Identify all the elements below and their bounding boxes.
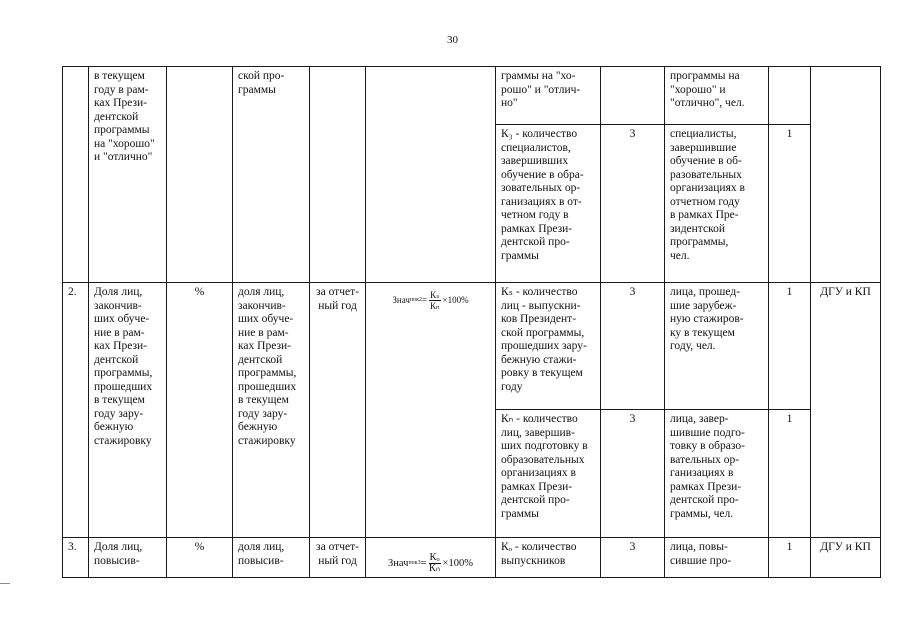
collection-method-code — [769, 538, 811, 578]
indicator-table — [62, 66, 881, 578]
indicator-definition-text: доля лиц, повысив- — [238, 541, 285, 567]
time-period — [310, 283, 366, 538]
data-source-code-text: 3 — [629, 128, 636, 140]
responsible-body — [811, 67, 881, 283]
time-period-text: за отчет- ный год — [316, 286, 359, 312]
table-row — [63, 67, 881, 125]
margin-mark — [0, 583, 10, 584]
data-source-code — [601, 283, 665, 410]
collection-method-code-text: 1 — [786, 286, 793, 298]
responsible-body — [811, 283, 881, 538]
data-source-code — [601, 125, 665, 283]
base-variable — [496, 67, 601, 125]
responsible-body — [811, 538, 881, 578]
responsible-body-text: ДГУ и КП — [820, 541, 871, 553]
row-number-text: 2. — [68, 286, 77, 298]
collection-method-code-text: 1 — [786, 128, 793, 140]
observation-unit-text: лица, повы- сившие про- — [670, 541, 732, 567]
formula-numerator: Кₒ — [429, 552, 440, 563]
observation-unit-text: программы на "хорошо" и "отлично", чел. — [670, 70, 745, 109]
base-variable-text: Кₒ - количество выпускников — [501, 541, 577, 567]
data-source-code-text: 3 — [629, 413, 636, 425]
formula-tail: ×100% — [442, 557, 473, 569]
formula — [371, 553, 490, 574]
collection-method-code-text: 1 — [786, 541, 793, 553]
formula-denominator: Кₙ — [428, 563, 441, 574]
data-source-code-text: 3 — [629, 541, 636, 553]
formula-lhs: Знач — [392, 294, 410, 305]
observation-unit-text: специалисты, завершившие обучение в об- разовательных организациях в отчетном году в рамках Пре- зидентской программы, чел. — [670, 128, 745, 262]
collection-method-code — [769, 283, 811, 410]
time-period-text: за отчет- ный год — [316, 541, 359, 567]
indicator-name-text: в текущем году в рам- ках Прези- дентской программы на "хорошо" и "отлично" — [94, 70, 155, 163]
row-number — [63, 67, 89, 283]
base-variable-text: Кₛ - количество лиц - выпускни- ков Президент- ской программы, прошедших зару- бежную стажи- ровку в текущем году — [501, 286, 587, 393]
formula-fraction — [429, 553, 441, 574]
indicator-definition-text: доля лиц, закончив- ших обуче- ние в рам- ках Прези- дентской программы, прошедших в текущем году зару- бежную стажировку — [238, 286, 297, 447]
base-variable — [496, 538, 601, 578]
observation-unit-text: лица, прошед- шие зарубеж- ную стажиров- ку в текущем году, чел. — [670, 286, 744, 352]
collection-method-code — [769, 67, 811, 125]
indicator-name-text: Доля лиц, повысив- — [94, 541, 143, 567]
base-variable — [496, 283, 601, 410]
formula-subscript: пок3 — [408, 559, 421, 566]
formula — [371, 290, 490, 311]
indicator-definition-text: ской про- граммы — [238, 70, 285, 96]
base-variable — [496, 125, 601, 283]
collection-method-code — [769, 410, 811, 538]
observation-unit-text: лица, завер- шившие подго- товку в образо- вательных ор- ганизациях в рамках Прези- дентской про- граммы, чел. — [670, 413, 745, 520]
indicator-name — [89, 538, 167, 578]
observation-unit — [665, 410, 769, 538]
time-period — [310, 67, 366, 283]
responsible-body-text: ДГУ и КП — [820, 286, 871, 298]
time-period — [310, 538, 366, 578]
indicator-unit — [167, 283, 233, 538]
page-number: 30 — [447, 34, 458, 46]
observation-unit — [665, 538, 769, 578]
data-source-code — [601, 538, 665, 578]
indicator-definition — [233, 538, 310, 578]
row-number-text: 3. — [68, 541, 77, 553]
formula-equals: = — [420, 557, 427, 569]
indicator-definition — [233, 67, 310, 283]
data-source-code — [601, 410, 665, 538]
formula-fraction — [429, 290, 440, 311]
row-number — [63, 538, 89, 578]
indicator-unit-text: % — [194, 541, 205, 553]
calculation-formula — [366, 538, 496, 578]
base-variable-text: Кₙ - количество лиц, завершив- ших подготовку в образовательных организациях в рамках Прези- дентской про- граммы — [501, 413, 588, 520]
formula-numerator: Кₛ — [430, 290, 440, 300]
indicator-name — [89, 283, 167, 538]
collection-method-code-text: 1 — [786, 413, 793, 425]
calculation-formula — [366, 67, 496, 283]
row-number — [63, 283, 89, 538]
indicator-name-text: Доля лиц, закончив- ших обуче- ние в рам- ках Прези- дентской программы, прошедших в текущем году зару- бежную стажировку — [94, 286, 153, 447]
indicator-definition — [233, 283, 310, 538]
table-row — [63, 538, 881, 578]
formula-tail: ×100% — [442, 294, 469, 305]
indicator-name — [89, 67, 167, 283]
data-source-code-text: 3 — [629, 286, 636, 298]
base-variable-text: граммы на "хо- рошо" и "отлич- но" — [501, 70, 581, 109]
observation-unit — [665, 283, 769, 410]
indicator-unit — [167, 538, 233, 578]
observation-unit — [665, 67, 769, 125]
calculation-formula — [366, 283, 496, 538]
formula-lhs: Знач — [388, 557, 409, 569]
formula-denominator: Кₙ — [430, 301, 440, 311]
collection-method-code — [769, 125, 811, 283]
indicator-unit — [167, 67, 233, 283]
base-variable — [496, 410, 601, 538]
indicator-unit-text: % — [194, 286, 205, 298]
table-row — [63, 283, 881, 410]
formula-subscript: пок2 — [409, 296, 423, 303]
formula-equals: = — [422, 294, 428, 305]
data-source-code — [601, 67, 665, 125]
observation-unit — [665, 125, 769, 283]
base-variable-text: К₃ - количество специалистов, завершивших обучение в обра- зовательных ор- ганизациях в от- четном году в рамках Прези- дентской про- граммы — [501, 128, 584, 262]
